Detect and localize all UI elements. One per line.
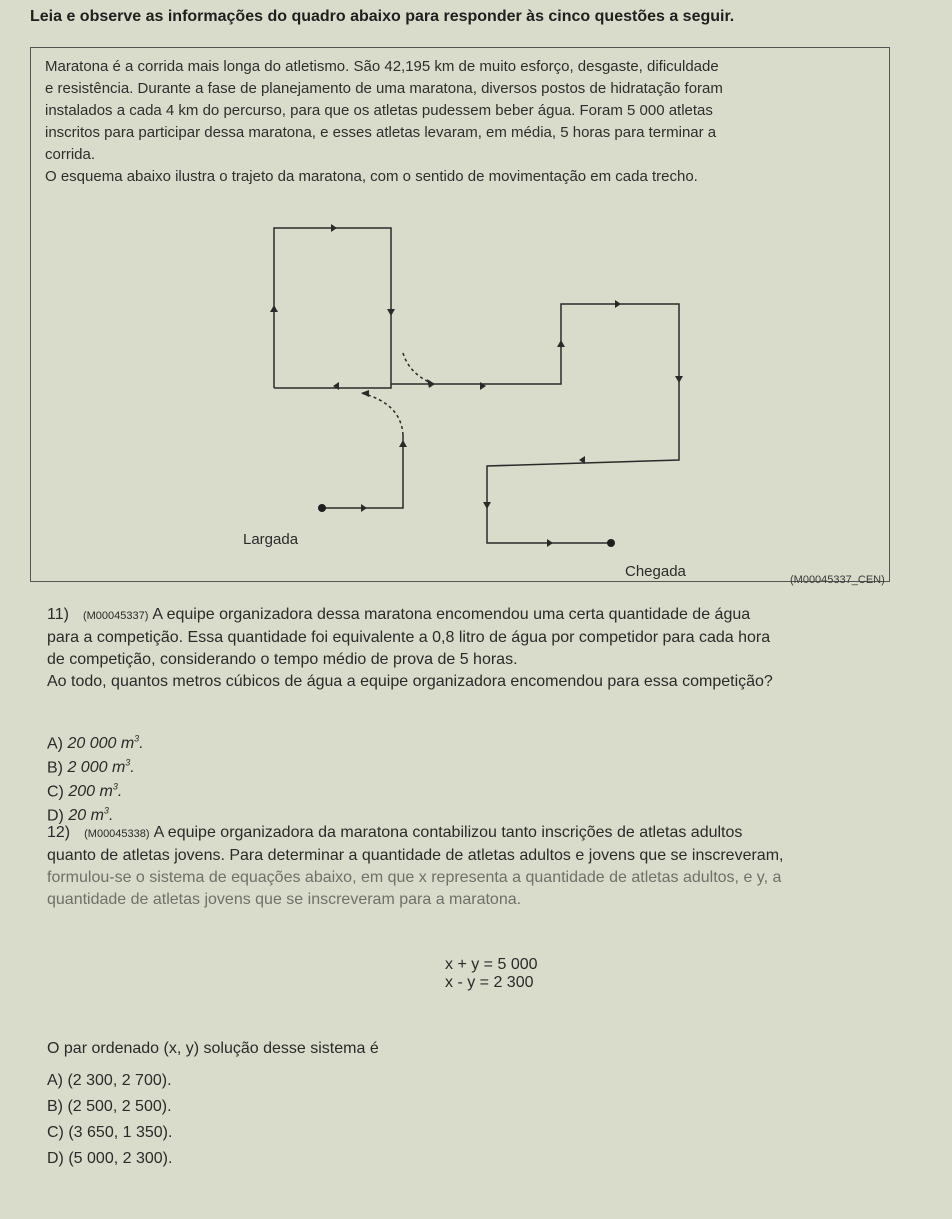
box-line: instalados a cada 4 km do percurso, para que os atletas pudessem beber água. Foram 5 000 atletas	[45, 102, 713, 119]
finish-point	[607, 539, 615, 547]
option-value: (5 000, 2 300).	[68, 1150, 173, 1167]
option-end: .	[108, 807, 114, 825]
question-text: A equipe organizadora da maratona contabilizou tanto inscrições de atletas adultos	[153, 824, 743, 841]
arrow-up	[557, 340, 565, 347]
option-d[interactable]	[47, 1150, 172, 1168]
route-dashed-curve	[403, 353, 431, 383]
option-letter: B)	[47, 759, 63, 777]
option-letter: C)	[47, 1124, 64, 1141]
arrow-up	[399, 440, 407, 447]
question-line	[47, 604, 907, 627]
arrow-down	[675, 376, 683, 383]
start-label: Largada	[243, 531, 299, 548]
option-b[interactable]	[47, 1098, 172, 1116]
arrow-right	[331, 224, 337, 232]
box-line: Maratona é a corrida mais longa do atletismo. São 42,195 km de muito esforço, desgaste, dificuldade	[45, 58, 719, 75]
route-dashed-curve	[361, 393, 403, 435]
question-line: quantidade de atletas jovens que se inscreveram para a maratona.	[47, 891, 522, 908]
option-value: (2 300, 2 700).	[67, 1072, 172, 1089]
option-exponent: 3	[103, 806, 109, 816]
option-value: (3 650, 1 350).	[68, 1124, 173, 1141]
option-end: .	[139, 735, 144, 753]
arrow-right	[547, 539, 553, 547]
option-letter: A)	[47, 735, 63, 753]
option-value: (2 500, 2 500).	[67, 1098, 172, 1115]
question-line: Ao todo, quantos metros cúbicos de água a equipe organizadora encomendou para essa competição?	[47, 673, 773, 690]
arrow-left	[333, 382, 339, 390]
question-line: quanto de atletas jovens. Para determinar a quantidade de atletas adultos e jovens que se inscreveram,	[47, 847, 784, 864]
option-letter: D)	[47, 807, 64, 825]
route-path	[322, 435, 403, 508]
box-line: e resistência. Durante a fase de planejamento de uma maratona, diversos postos de hidratação foram	[45, 80, 723, 97]
schema-caption: O esquema abaixo ilustra o trajeto da maratona, com o sentido de movimentação em cada trecho.	[45, 168, 698, 185]
box-line: inscritos para participar dessa maratona, e esses atletas levaram, em média, 5 horas para terminar a	[45, 124, 717, 141]
question-11	[47, 604, 907, 693]
marathon-route-diagram	[31, 48, 889, 581]
arrow-right	[361, 504, 367, 512]
start-point	[318, 504, 326, 512]
option-exponent: 3	[112, 782, 118, 792]
arrow-right	[480, 382, 486, 390]
arrow-left	[361, 390, 369, 397]
question-number: 11)	[47, 606, 69, 623]
question-code: (M00045338)	[84, 828, 150, 840]
option-letter: C)	[47, 783, 64, 801]
arrow-right	[615, 300, 621, 308]
option-value: 20 m	[68, 807, 104, 825]
question-prompt: O par ordenado (x, y) solução desse sistema é	[47, 1040, 379, 1057]
option-value: 20 000 m	[67, 735, 135, 753]
arrow-down	[483, 502, 491, 509]
question-12	[47, 822, 907, 911]
option-letter: B)	[47, 1098, 63, 1115]
option-value: 200 m	[68, 783, 113, 801]
question-number: 12)	[47, 824, 71, 841]
option-end: .	[117, 783, 123, 801]
equation: x + y = 5 000	[445, 956, 538, 973]
question-line: para a competição. Essa quantidade foi equivalente a 0,8 litro de água por competidor para cada hora	[47, 629, 771, 646]
box-line: corrida.	[45, 146, 96, 163]
question-line: de competição, considerando o tempo médio de prova de 5 horas.	[47, 651, 518, 668]
route-path	[391, 304, 679, 543]
equation: x - y = 2 300	[445, 974, 534, 991]
option-letter: A)	[47, 1072, 63, 1089]
arrow-right	[427, 379, 435, 388]
info-box	[30, 47, 890, 582]
option-c[interactable]	[47, 782, 122, 801]
option-c[interactable]	[47, 1124, 172, 1142]
direction-arrows	[270, 224, 683, 547]
equation-system	[445, 956, 538, 992]
option-value: 2 000 m	[67, 759, 126, 777]
option-a[interactable]	[47, 734, 144, 753]
route-path	[274, 228, 391, 388]
finish-label: Chegada	[625, 563, 686, 580]
option-b[interactable]	[47, 758, 135, 777]
arrow-down	[387, 309, 395, 316]
instructions-heading: Leia e observe as informações do quadro abaixo para responder às cinco questões a seguir.	[30, 8, 735, 25]
question-line	[47, 822, 907, 845]
figure-code: (M00045337_CEN)	[790, 574, 885, 586]
question-text: A equipe organizadora dessa maratona encomendou uma certa quantidade de água	[152, 606, 751, 623]
option-a[interactable]	[47, 1072, 172, 1090]
option-end: .	[130, 759, 135, 777]
option-letter: D)	[47, 1150, 64, 1167]
question-code: (M00045337)	[82, 610, 149, 622]
option-exponent: 3	[134, 734, 140, 744]
question-line: formulou-se o sistema de equações abaixo, em que x representa a quantidade de atletas adultos, e y, a	[47, 869, 782, 886]
option-exponent: 3	[125, 758, 131, 768]
arrow-up	[270, 305, 278, 312]
